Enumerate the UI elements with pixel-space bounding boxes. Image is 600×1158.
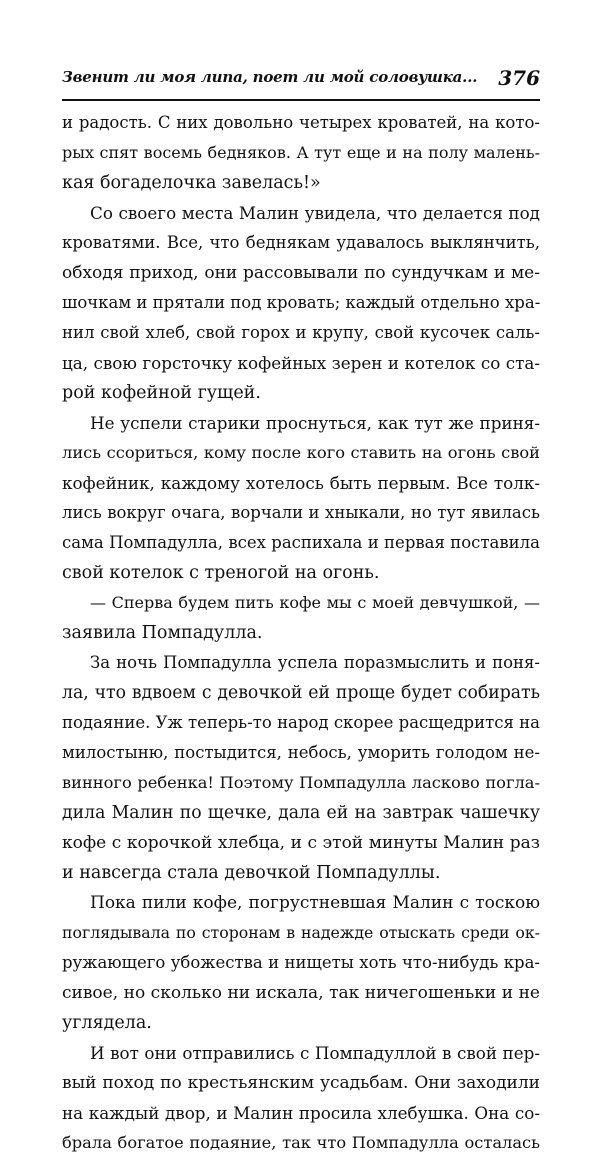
text-line: кофе с корочкой хлебца, и с этой минуты Малин раз bbox=[62, 833, 540, 853]
text-line: ружающего убожества и нищеты хоть что-нибудь кра- bbox=[62, 953, 540, 972]
text-line: кая богаделочка завелась!» bbox=[62, 173, 321, 193]
text-line: И вот они отправились с Помпадуллой в свой пер- bbox=[90, 1043, 540, 1063]
running-head bbox=[62, 60, 540, 100]
text-line: кроватями. Все, что беднякам удавалось выклянчить, bbox=[62, 233, 540, 252]
text-line: За ночь Помпадулла успела поразмыслить и поня- bbox=[90, 653, 540, 672]
text-line: и навсегда стала девочкой Помпадуллы. bbox=[62, 863, 441, 883]
text-line: углядела. bbox=[62, 1013, 152, 1033]
text-line: кофейник, каждому хотелось быть первым. Все толк- bbox=[62, 473, 540, 493]
text-line: рой кофейной гущей. bbox=[62, 383, 261, 403]
text-line: ла, что вдвоем с девочкой ей проще будет собирать bbox=[62, 683, 540, 703]
text-line: Со своего места Малин увидела, что делается под bbox=[90, 203, 540, 223]
text-line: свой котелок с треногой на огонь. bbox=[62, 563, 380, 583]
text-line: милостыню, постыдится, небось, уморить голодом не- bbox=[62, 743, 540, 762]
text-line: поглядывала по сторонам в надежде отыскать среди ок- bbox=[62, 923, 540, 942]
text-line: на каждый двор, и Малин просила хлебушка. Она со- bbox=[62, 1103, 540, 1123]
text-line: лись вокруг очага, ворчали и хныкали, но тут явилась bbox=[62, 503, 540, 522]
header-rule bbox=[62, 99, 540, 101]
text-line: шочкам и прятали под кровать; каждый отдельно хра- bbox=[62, 293, 541, 312]
text-line: брала богатое подаяние, так что Помпадулла осталась bbox=[62, 1133, 540, 1152]
text-line: Пока пили кофе, погрустневшая Малин с тоскою bbox=[90, 893, 540, 913]
text-line: обходя приход, они рассовывали по сундучкам и ме- bbox=[62, 263, 540, 283]
text-line: подаяние. Уж теперь-то народ скорее расщедрится на bbox=[62, 713, 540, 732]
page-number: 376 bbox=[498, 66, 540, 90]
text-line: — Сперва будем пить кофе мы с моей девчушкой, — bbox=[90, 593, 540, 612]
text-line: сивое, но сколько ни искала, так ничегошеньки и не bbox=[62, 983, 540, 1003]
text-line: заявила Помпадулла. bbox=[62, 623, 263, 643]
text-line: лись ссориться, кому после кого ставить на огонь свой bbox=[62, 443, 540, 462]
text-line: нил свой хлеб, свой горох и крупу, свой кусочек саль- bbox=[62, 323, 540, 342]
text-line: и радость. С них довольно четырех кроватей, на кото- bbox=[62, 113, 540, 132]
running-title: Звенит ли моя липа, поет ли мой соловушка... bbox=[62, 68, 478, 86]
text-line: вый поход по крестьянским усадьбам. Они заходили bbox=[62, 1073, 540, 1093]
text-line: рых спят восемь бедняков. А тут еще и на полу малень- bbox=[62, 143, 540, 162]
text-line: Не успели старики проснуться, как тут же приня- bbox=[90, 413, 540, 433]
text-line: сама Помпадулла, всех распихала и первая поставила bbox=[62, 533, 540, 552]
text-line: дила Малин по щечке, дала ей на завтрак чашечку bbox=[62, 803, 540, 823]
text-line: ца, свою горсточку кофейных зерен и котелок со ста- bbox=[62, 353, 540, 373]
text-line: винного ребенка! Поэтому Помпадулла ласково погла- bbox=[62, 773, 540, 792]
body-text bbox=[62, 108, 540, 1158]
